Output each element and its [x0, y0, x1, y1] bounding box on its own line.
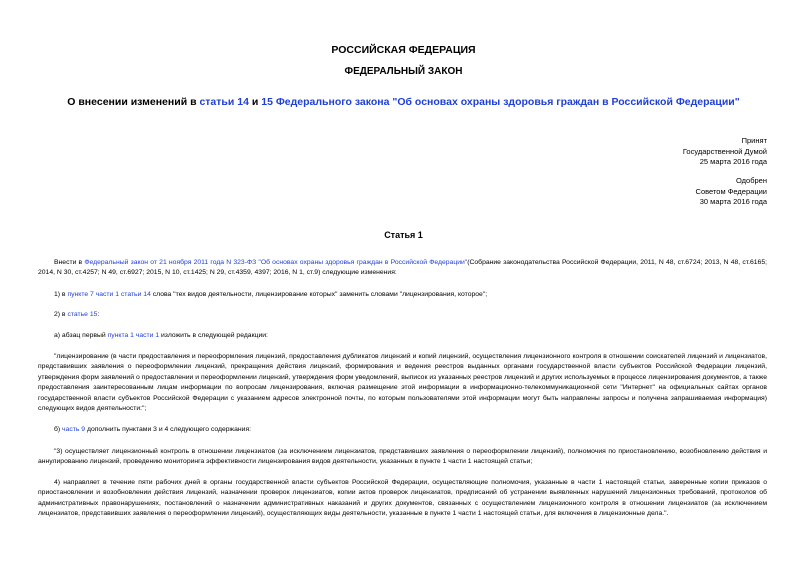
point-2-suffix: : — [97, 311, 100, 318]
title-link-article-14[interactable]: статьи 14 — [199, 96, 249, 108]
approval-line2: Советом Федерации — [695, 186, 767, 196]
title-link-article-15[interactable]: 15 Федерального закона "Об основах охраны здоровья граждан в Российской Федерации" — [261, 96, 740, 108]
country-heading: РОССИЙСКАЯ ФЕДЕРАЦИЯ — [331, 44, 476, 56]
subpoint-a-prefix: а) абзац первый — [54, 332, 108, 339]
point-1-suffix: слова "тех видов деятельности, лицензирование которых" заменить словами "лицензирования, которое"; — [150, 291, 488, 298]
point-2 — [38, 310, 767, 320]
intro-law-link[interactable]: Федеральный закон от 21 ноября 2011 года N 323-ФЗ "Об основах охраны здоровья граждан в Российской Федерации" — [84, 259, 468, 266]
point-2-prefix: 2) в — [54, 311, 68, 318]
title-prefix: О внесении изменений в — [67, 96, 200, 108]
intro-suffix: (Собрание законодательства Российской Федерации, 2011, N 48, ст.6724; 2013, N 48, ст.6165; 2014, N 30, ст.4257; N 49, ст.6927; 2015, N 10, ст.1425; N 29, ст.4359, 4397; 2016, N 1, ст.9) следующие изменения: — [38, 259, 768, 277]
doc-type-heading: ФЕДЕРАЛЬНЫЙ ЗАКОН — [344, 66, 463, 77]
point-4-text: 4) направляет в течение пяти рабочих дней в органы государственной власти субъектов Российской Федерации, осуществляющие полномочия, указанные в части 1 настоящей статьи, заверенные копии приказов о приостановлении и возобновлении действия лицензий, назначении проверок лицензиатов, копии актов проверок лицензиатов, предписаний об устранении выявленных нарушений лицензионных требований, протоколов об административных правонарушениях, постановлений о назначении административных наказаний и других документов, связанных с осуществлением лицензионного контроля в отношении лицензиатов (за исключением лицензиатов, представивших заявления о переоформлении лицензий), осуществляющих виды деятельности, указанные в пункте 1 части 1 настоящей статьи, для включения в лицензионные дела.". — [38, 479, 767, 518]
subpoint-b — [38, 425, 767, 435]
point-2-link[interactable]: статье 15 — [67, 311, 98, 318]
point-1-link[interactable]: пункте 7 части 1 статьи 14 — [67, 291, 151, 298]
intro-prefix: Внести в — [54, 259, 85, 266]
point-3-text: "3) осуществляет лицензионный контроль в отношении лицензиатов (за исключением лицензиатов, представивших заявления о переоформлении лицензий), полномочия по приостановлению, возобновлению действия и аннулированию лицензий, проведению мониторинга эффективности лицензирования видов деятельности, указанных в пункте 1 части 1 настоящей статьи; — [38, 448, 767, 466]
subpoint-b-prefix: б) — [54, 426, 63, 433]
adoption-date: 25 марта 2016 года — [699, 157, 767, 166]
approval-line1: Одобрен — [736, 176, 767, 185]
subpoint-a-link[interactable]: пункта 1 части 1 — [107, 332, 160, 339]
subpoint-a-suffix: изложить в следующей редакции: — [159, 332, 268, 339]
law-title — [0, 96, 807, 108]
adoption-line2: Государственной Думой — [682, 146, 767, 156]
licensing-quote: "лицензирование (в части предоставления и переоформления лицензий, предоставления дубликатов лицензий и копий лицензий, осуществления лицензионного контроля в отношении соискателей лицензий и лицензиатов, представивших заявления о переоформлении лицензий, прекращения действия лицензий, формирования и ведения реестров выданных органами государственной власти субъектов Российской Федерации лицензий, утверждения форм заявлений о предоставлении и переоформлении лицензий, утверждения форм уведомлений, выписок из указанных реестров лицензий и других используемых в процессе лицензирования документов, а также предоставления заинтересованным лицам информации по вопросам лицензирования, включая размещение этой информации в информационно-телекоммуникационной сети "Интернет" на официальных сайтах органов государственной власти субъектов Российской Федерации с указанием адресов электронной почты, по которым пользователями этой информации могут быть направлены запросы и получена запрашиваемая информация) следующих видов деятельности:"; — [38, 353, 767, 413]
subpoint-b-suffix: дополнить пунктами 3 и 4 следующего содержания: — [85, 426, 252, 433]
title-middle: и — [248, 96, 262, 108]
article-heading: Статья 1 — [384, 230, 423, 240]
point-1-prefix: 1) в — [54, 291, 68, 298]
approval-date: 30 марта 2016 года — [699, 197, 767, 206]
intro-paragraph — [38, 258, 767, 279]
subpoint-a — [38, 331, 767, 341]
approval-block — [696, 176, 767, 208]
subpoint-b-link[interactable]: часть 9 — [62, 426, 86, 433]
adoption-block — [683, 136, 767, 168]
point-1 — [38, 290, 767, 300]
adoption-line1: Принят — [741, 136, 767, 145]
